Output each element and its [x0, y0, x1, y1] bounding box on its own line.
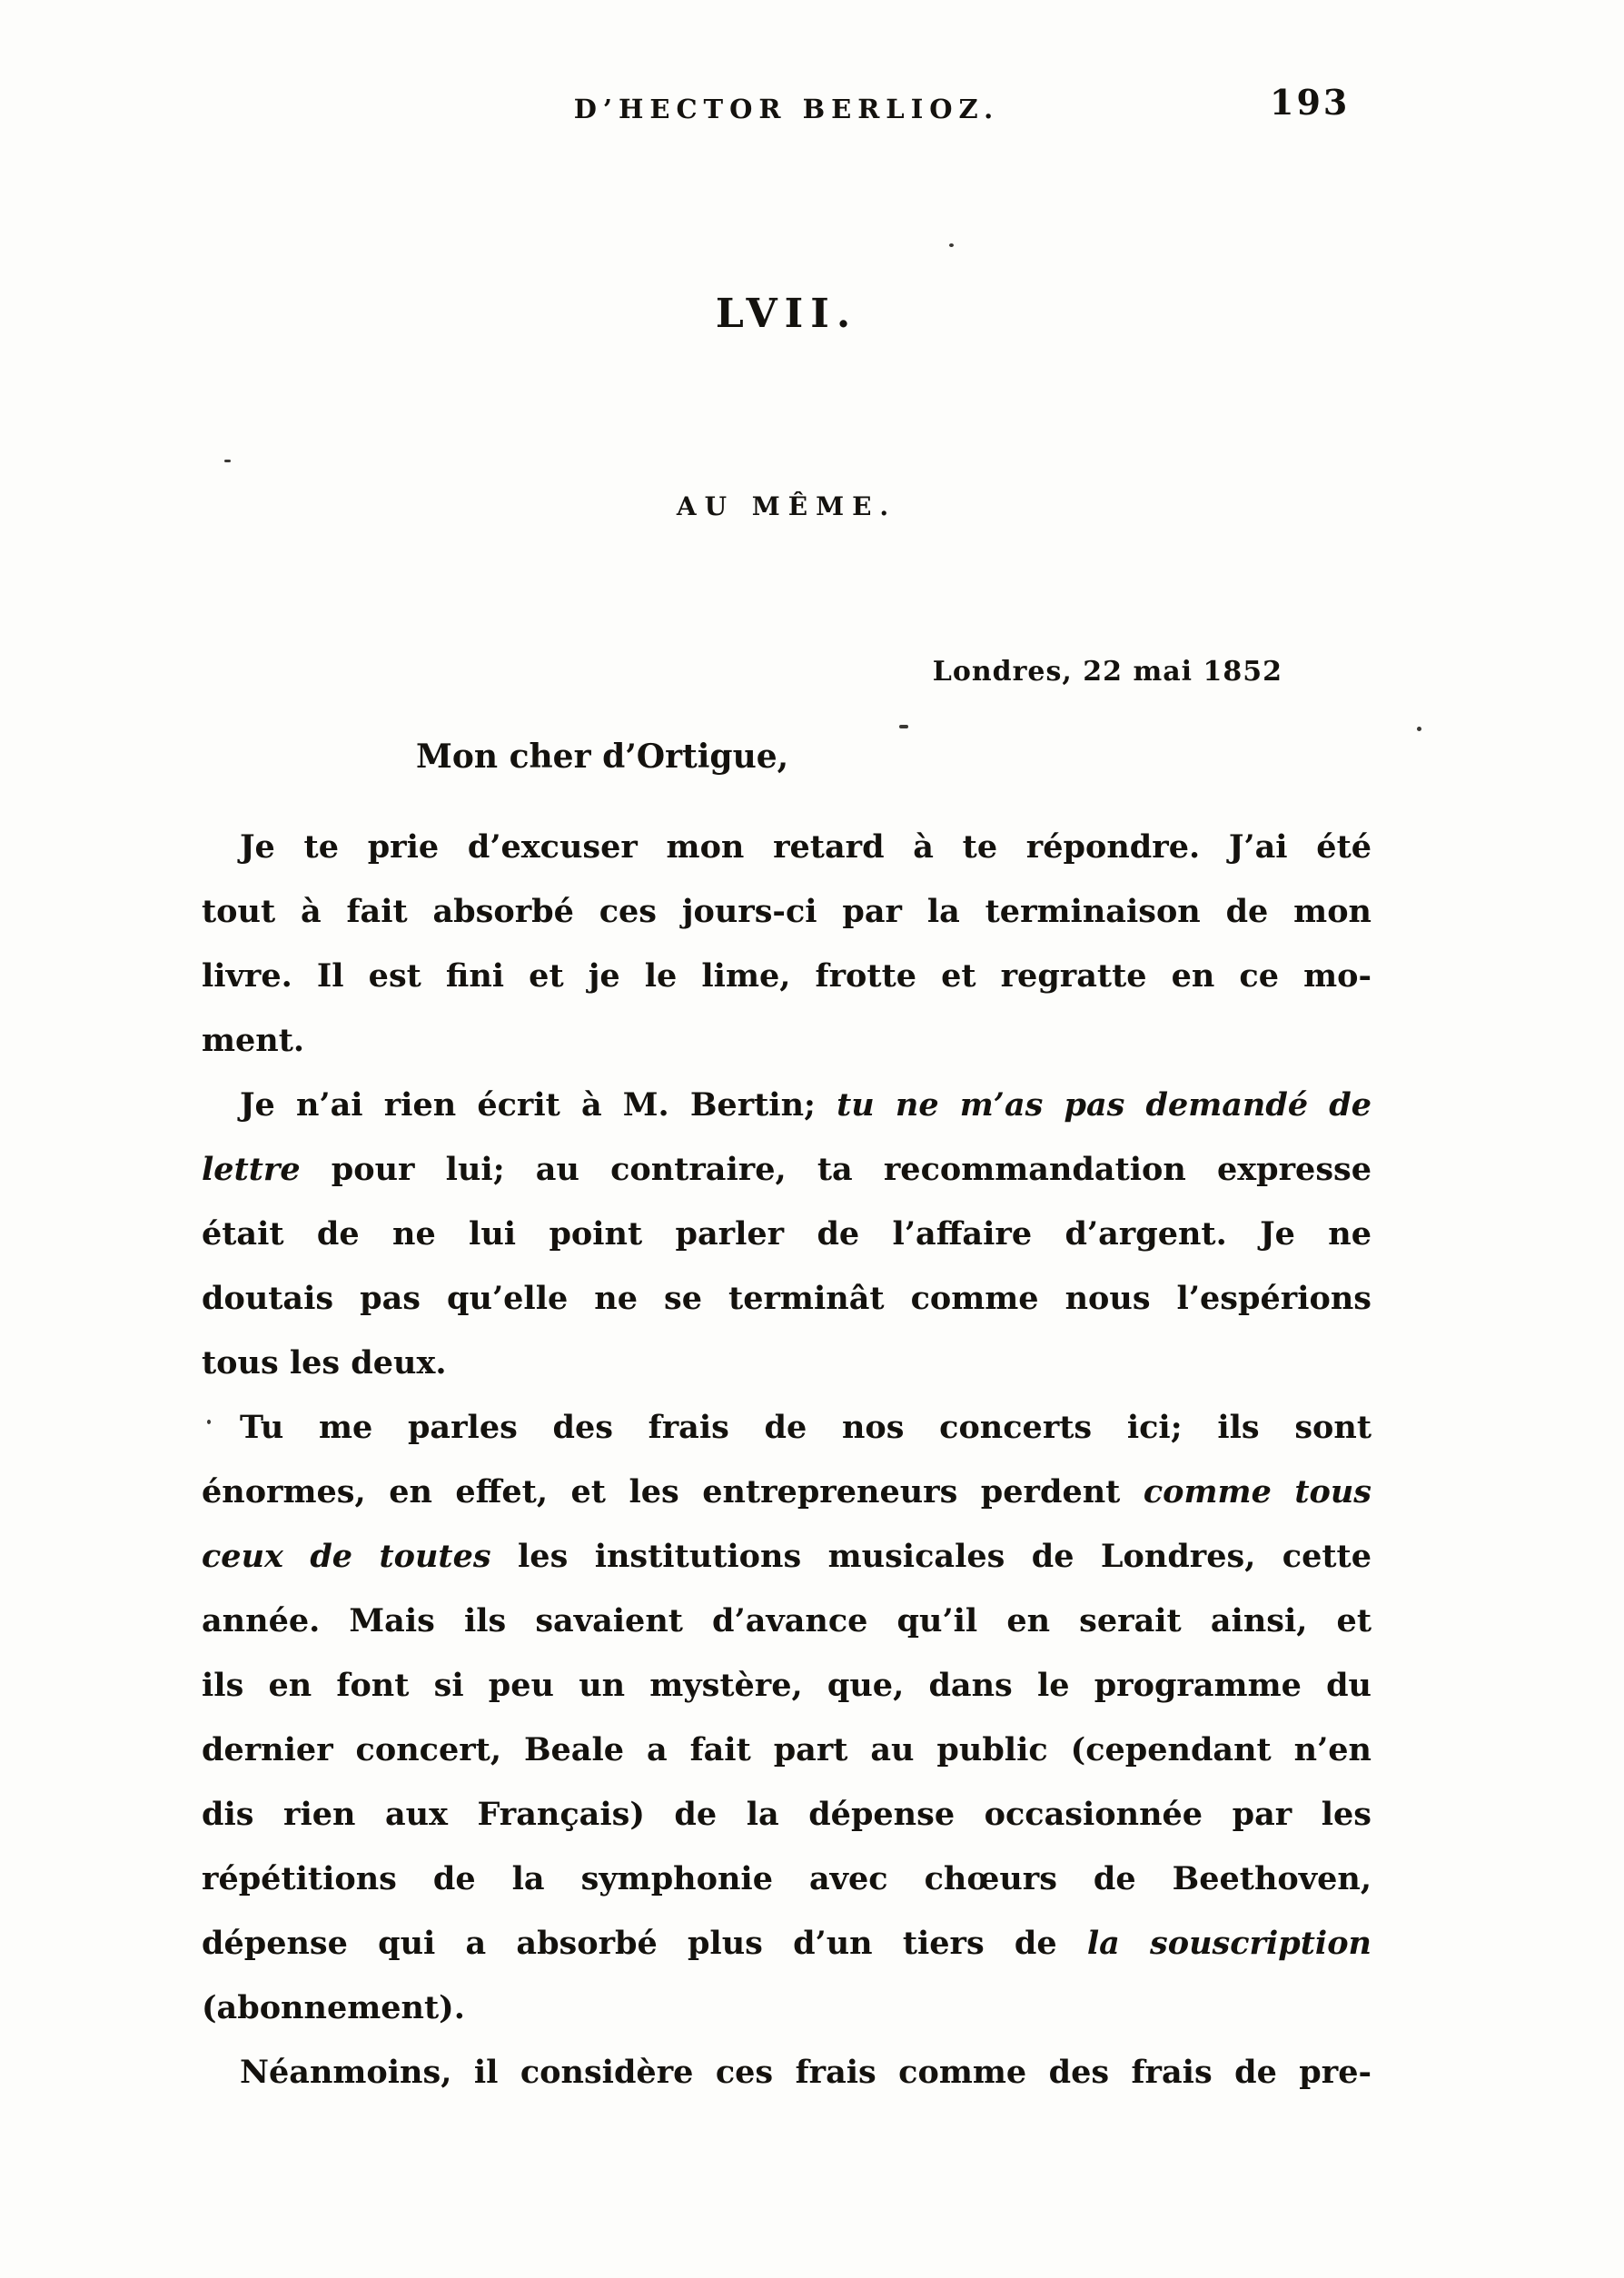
italic-text-segment: la souscription [1086, 1925, 1371, 1962]
page-number: 193 [1270, 82, 1351, 123]
text-segment: pour lui; au contraire, ta recommandation expresse [300, 1151, 1371, 1188]
text-line [202, 1589, 1371, 1653]
letter-number-heading: LVII. [715, 291, 858, 337]
text-segment: année. Mais ils savaient d’avance qu’il en serait ainsi, et [202, 1602, 1371, 1639]
text-line [202, 1718, 1371, 1782]
text-line [202, 1266, 1371, 1331]
text-line [202, 1073, 1371, 1137]
italic-text-segment: ceux de toutes [202, 1538, 491, 1575]
scan-speck [899, 725, 908, 728]
text-line [202, 944, 1371, 1008]
text-segment: dépense qui a absorbé plus d’un tiers de [202, 1925, 1087, 1962]
text-segment: était de ne lui point parler de l’affaire d’argent. Je ne [202, 1215, 1371, 1253]
text-line [202, 1202, 1371, 1266]
text-segment: ment. [202, 1022, 305, 1059]
scan-speck [224, 460, 231, 462]
italic-text-segment: comme tous [1143, 1473, 1371, 1510]
text-line [202, 1524, 1371, 1589]
text-segment: ils en font si peu un mystère, que, dans le programme du [202, 1667, 1371, 1704]
text-line [202, 1782, 1371, 1847]
letter-body [202, 815, 1371, 2105]
letter-greeting: Mon cher d’Ortigue, [416, 738, 789, 776]
scan-speck [949, 243, 954, 247]
text-segment: doutais pas qu’elle ne se terminât comme nous l’espérions [202, 1280, 1371, 1317]
letter-dateline: Londres, 22 mai 1852 [932, 656, 1282, 688]
text-line [202, 1911, 1371, 1976]
text-segment: répétitions de la symphonie avec chœurs de Beethoven, [202, 1860, 1371, 1897]
text-line [202, 1008, 1371, 1073]
text-line [202, 1847, 1371, 1911]
text-line [202, 1395, 1371, 1460]
text-segment: dis rien aux Français) de la dépense occasionnée par les [202, 1796, 1371, 1833]
italic-text-segment: lettre [202, 1151, 301, 1188]
text-line [202, 2040, 1371, 2105]
italic-text-segment: tu ne m’as pas demandé de [837, 1086, 1371, 1124]
text-segment: dernier concert, Beale a fait part au public (cependant n’en [202, 1731, 1371, 1768]
running-header-title: D’HECTOR BERLIOZ. [573, 94, 1000, 124]
text-line [202, 815, 1371, 879]
scan-speck [207, 1420, 211, 1424]
text-segment: énormes, en effet, et les entrepreneurs perdent [202, 1473, 1144, 1510]
text-segment: tous les deux. [202, 1344, 447, 1382]
text-line [202, 879, 1371, 944]
letter-addressee-heading: AU MÊME. [676, 491, 897, 521]
text-line [202, 1331, 1371, 1395]
text-segment: Néanmoins, il considère ces frais comme des frais de pre- [240, 2054, 1371, 2091]
text-segment: Tu me parles des frais de nos concerts ici; ils sont [240, 1409, 1371, 1446]
text-line [202, 1976, 1371, 2040]
text-segment: tout à fait absorbé ces jours-ci par la terminaison de mon [202, 893, 1371, 930]
text-segment: Je te prie d’excuser mon retard à te répondre. J’ai été [240, 828, 1371, 866]
scan-speck [1417, 727, 1421, 731]
text-segment: livre. Il est fini et je le lime, frotte et regratte en ce mo- [202, 957, 1371, 995]
text-line [202, 1137, 1371, 1202]
text-segment: Je n’ai rien écrit à M. Bertin; [240, 1086, 837, 1124]
text-line [202, 1653, 1371, 1718]
text-line [202, 1460, 1371, 1524]
text-segment: (abonnement). [202, 1989, 465, 2026]
text-segment: les institutions musicales de Londres, cette [490, 1538, 1371, 1575]
